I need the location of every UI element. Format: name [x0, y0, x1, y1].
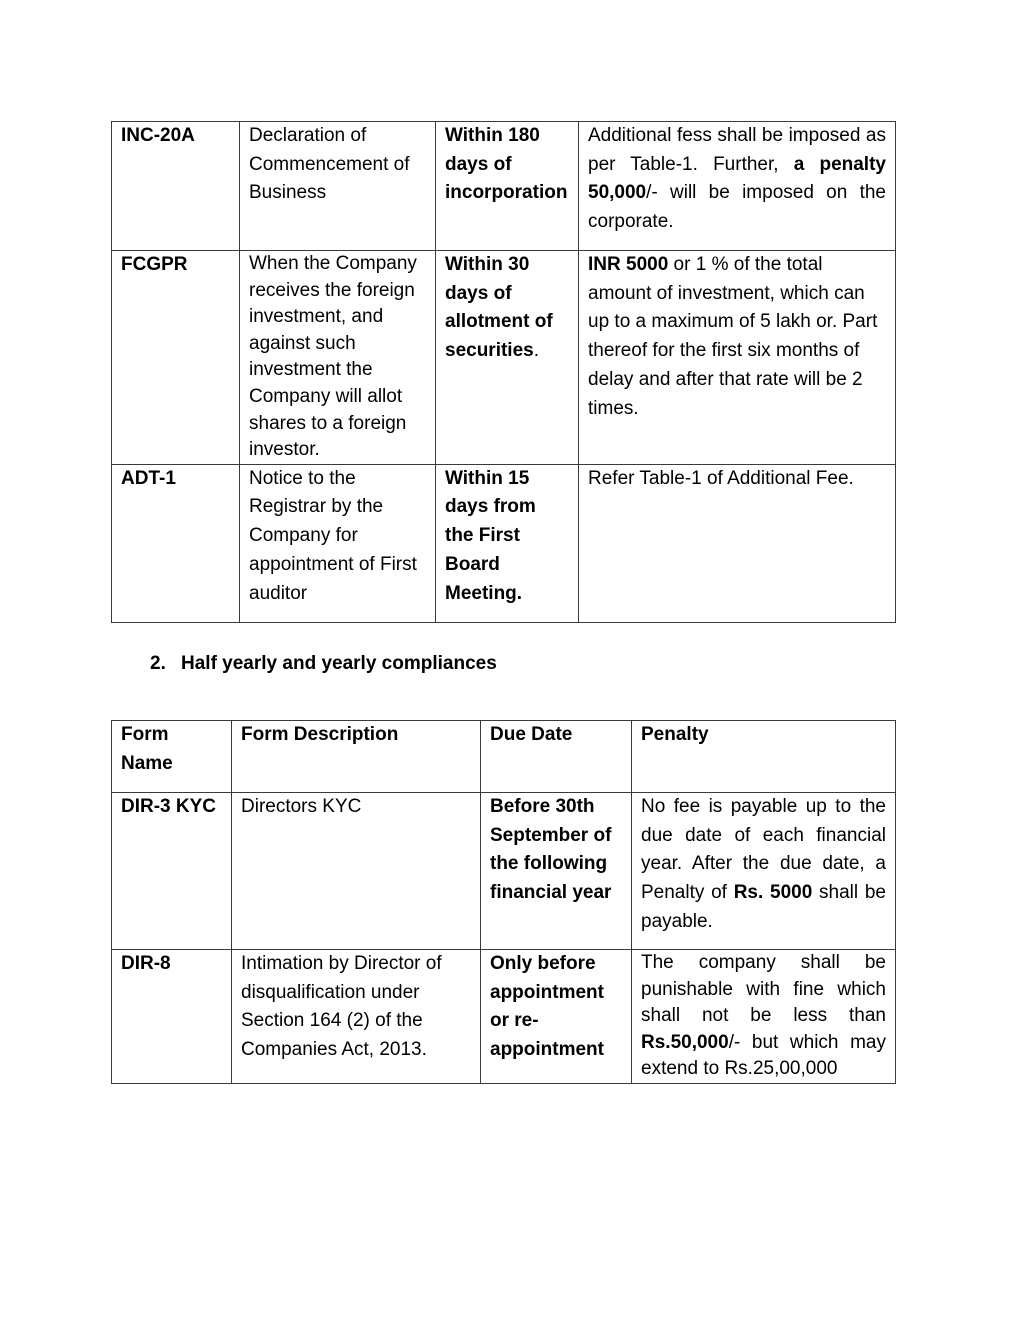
penalty-amount: INR 5000 — [588, 254, 669, 275]
section-heading — [150, 650, 497, 678]
table-header-row — [112, 721, 896, 793]
penalty-cell — [632, 793, 896, 950]
penalty-amount: Rs. 5000 — [733, 882, 813, 904]
compliance-table-2 — [111, 720, 896, 1084]
section-number: 2. — [150, 653, 166, 674]
penalty-amount: Rs.50,000 — [641, 1031, 729, 1053]
penalty-text: Refer Table-1 of Additional Fee. — [588, 467, 854, 489]
header-penalty: Penalty — [632, 721, 896, 793]
penalty-cell — [579, 122, 896, 251]
penalty-cell — [579, 251, 896, 465]
due-date-cell — [436, 251, 579, 465]
form-description-cell: Declaration of Commencement of Business — [240, 122, 436, 251]
form-name-cell: FCGPR — [112, 251, 240, 465]
penalty-text: /- will be imposed on the corporate. — [588, 182, 886, 233]
form-name-cell: INC-20A — [112, 122, 240, 251]
penalty-text: The company shall be punishable with fine which shall not be less than — [641, 952, 886, 1026]
penalty-text: or 1 % of the total amount of investment, which can up to a maximum of 5 lakh or. Part thereof for the first six months of delay and after that rate will be 2 times. — [588, 254, 878, 419]
table-row — [112, 464, 896, 622]
form-name-cell: DIR-3 KYC — [112, 793, 232, 950]
section-title: Half yearly and yearly compliances — [181, 653, 497, 674]
penalty-text: /- but which may extend to Rs.25,00,000 — [641, 1031, 886, 1079]
form-description-cell: Intimation by Director of disqualification under Section 164 (2) of the Companies Act, 2013. — [232, 950, 481, 1084]
form-description-cell: Notice to the Registrar by the Company for appointment of First auditor — [240, 464, 436, 622]
form-description-cell: Directors KYC — [232, 793, 481, 950]
form-name-cell: DIR-8 — [112, 950, 232, 1084]
header-form-name: Form Name — [112, 721, 232, 793]
compliance-table-1 — [111, 121, 896, 623]
penalty-text: shall be payable. — [641, 882, 886, 932]
due-date-cell: Only before appointment or re-appointment — [481, 950, 632, 1084]
due-date-cell: Within 180 days of incorporation — [436, 122, 579, 251]
due-date-cell: Before 30th September of the following financial year — [481, 793, 632, 950]
penalty-text: No fee is payable up to the due date of each financial year. After the due date, a Penalty of — [641, 796, 886, 904]
due-date-suffix: . — [533, 340, 540, 362]
due-date-text: Within 30 days of allotment of securities — [445, 254, 553, 362]
penalty-cell — [632, 950, 896, 1084]
form-description-cell: When the Company receives the foreign investment, and against such investment the Company will allot shares to a foreign investor. — [240, 251, 436, 465]
form-name-cell: ADT-1 — [112, 464, 240, 622]
header-form-description: Form Description — [232, 721, 481, 793]
penalty-cell — [579, 464, 896, 622]
table-row — [112, 950, 896, 1084]
table-row — [112, 251, 896, 465]
penalty-amount: a penalty 50,000 — [588, 153, 886, 204]
table-row — [112, 122, 896, 251]
table-row — [112, 793, 896, 950]
header-due-date: Due Date — [481, 721, 632, 793]
due-date-cell: Within 15 days from the First Board Meeting. — [436, 464, 579, 622]
penalty-text: Additional fess shall be imposed as per Table-1. Further, — [588, 125, 886, 175]
